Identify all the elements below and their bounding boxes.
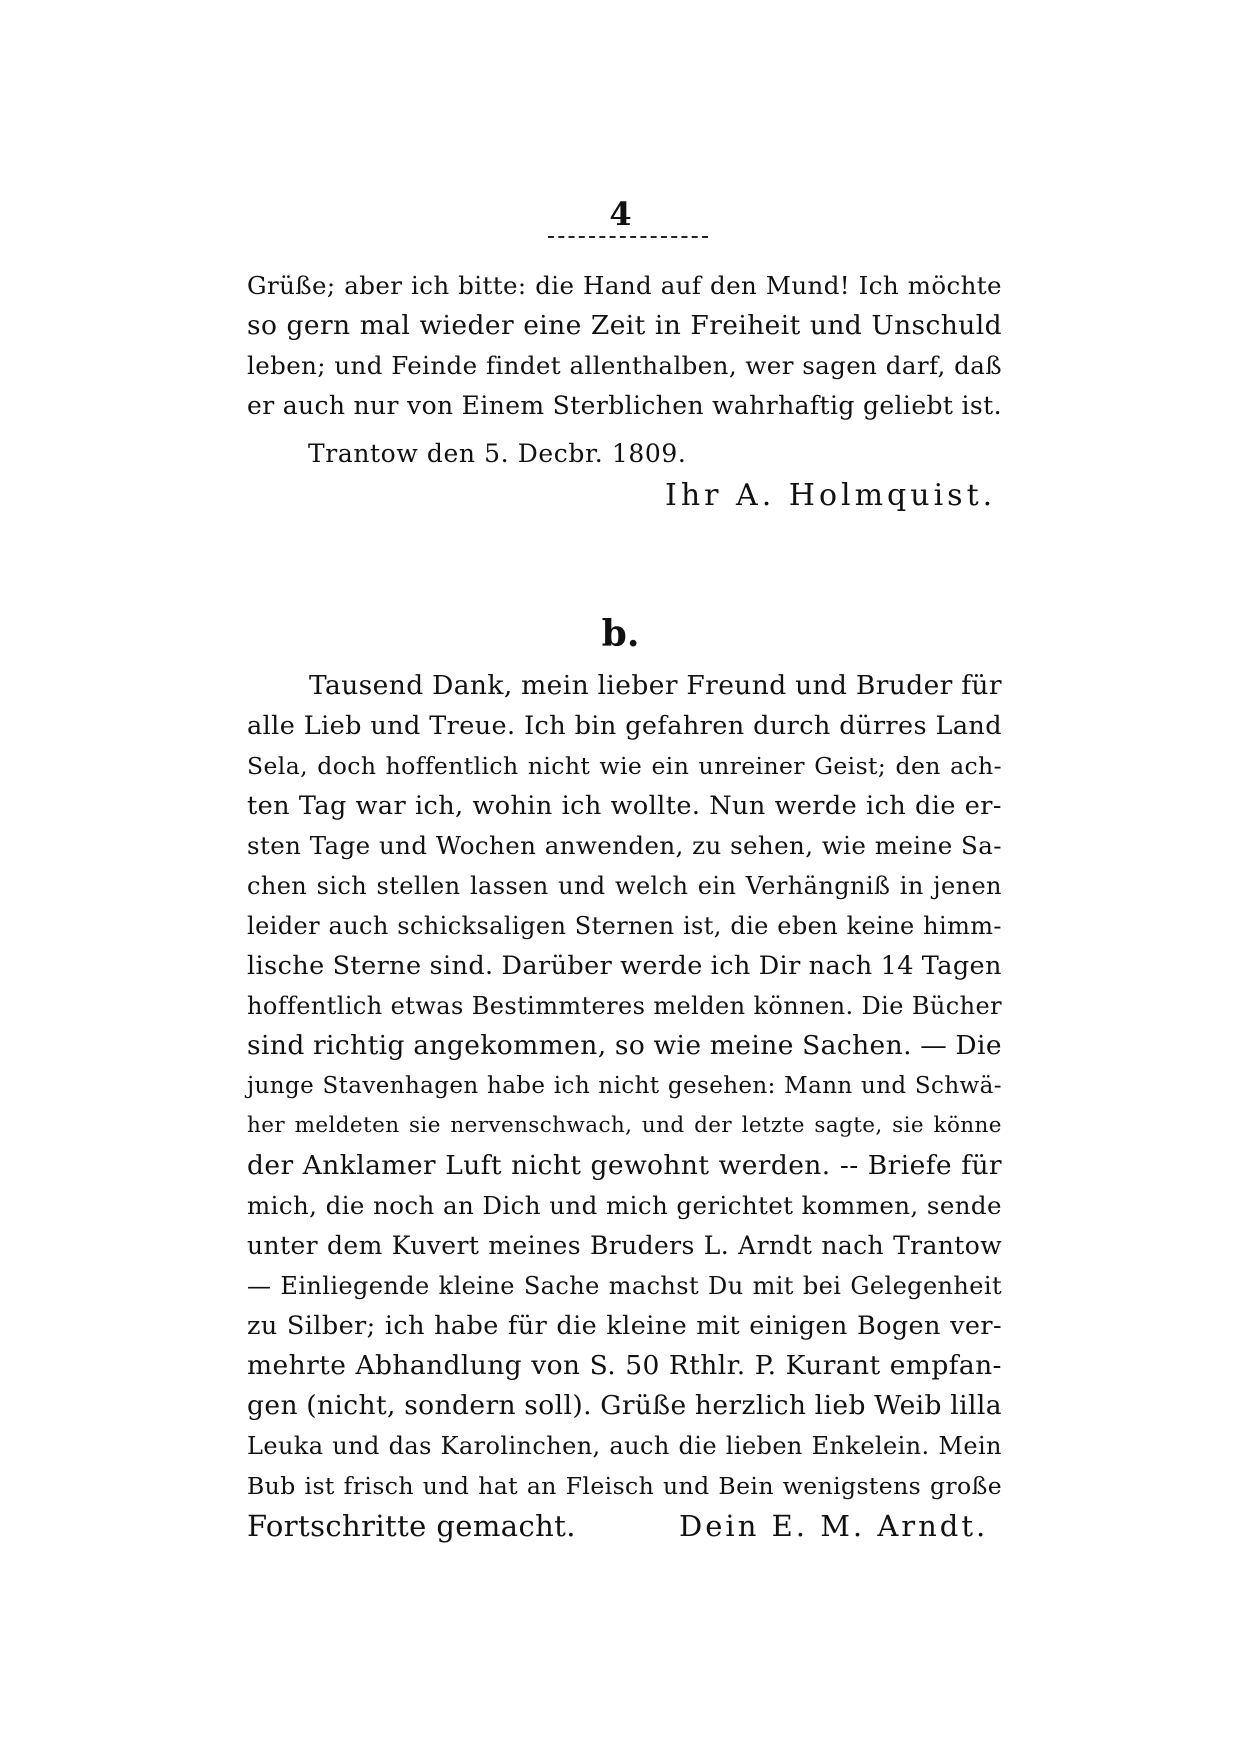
letter-b-signature: Dein E. M. Arndt. <box>679 1509 989 1543</box>
letter-b-line: unter dem Kuvert meines Bruders L. Arndt nach Trantow <box>247 1231 1002 1260</box>
letter-b-line: Bub ist frisch und hat an Fleisch und Bein wenigstens große <box>247 1472 1002 1500</box>
letter-a-line: so gern mal wieder eine Zeit in Freiheit und Unschuld <box>247 310 1002 341</box>
letter-a-place-date: Trantow den 5. Decbr. 1809. <box>308 439 687 468</box>
letter-a-line: leben; und Feinde findet allenthalben, wer sagen darf, daß <box>247 351 1002 380</box>
letter-b-line: alle Lieb und Treue. Ich bin gefahren durch dürres Land <box>247 711 1002 741</box>
letter-b-line: Sela, doch hoffentlich nicht wie ein unreiner Geist; den ach- <box>247 752 1002 780</box>
letter-b-closing <box>247 1506 1002 1546</box>
letter-b-line: lische Sterne sind. Darüber werde ich Dir nach 14 Tagen <box>247 951 1002 981</box>
letter-b-line: sten Tage und Wochen anwenden, zu sehen, wie meine Sa- <box>247 831 1002 860</box>
letter-b-line: der Anklamer Luft nicht gewohnt werden. -- Briefe für <box>247 1150 1002 1181</box>
letter-b-line: junge Stavenhagen habe ich nicht gesehen: Mann und Schwä- <box>247 1073 1002 1099</box>
letter-b-line: chen sich stellen lassen und welch ein Verhängniß in jenen <box>247 872 1002 900</box>
letter-b-line: her meldeten sie nervenschwach, und der letzte sagte, sie könne <box>247 1113 1002 1138</box>
letter-b-last-line: Fortschritte gemacht. <box>247 1509 576 1543</box>
letter-b-line: — Einliegende kleine Sache machst Du mit bei Gelegenheit <box>247 1272 1002 1300</box>
letter-a-body <box>247 266 1002 426</box>
letter-b-line: leider auch schicksaligen Sternen ist, die eben keine himm- <box>247 912 1002 940</box>
letter-b-line: mehrte Abhandlung von S. 50 Rthlr. P. Kurant empfan- <box>247 1350 1002 1381</box>
letter-b-line: hoffentlich etwas Bestimmteres melden können. Die Bücher <box>247 992 1002 1020</box>
letter-b-line: ten Tag war ich, wohin ich wollte. Nun werde ich die er- <box>247 791 1002 821</box>
letter-b-line: sind richtig angekommen, so wie meine Sachen. — Die <box>247 1030 1002 1061</box>
section-heading-b: b. <box>601 613 640 655</box>
letter-a-signature: Ihr A. Holmquist. <box>665 478 997 513</box>
page-number: 4 <box>609 195 632 233</box>
letter-b-line: Tausend Dank, mein lieber Freund und Bruder für <box>309 670 1002 701</box>
header-rule <box>548 236 708 238</box>
letter-a-line: er auch nur von Einem Sterblichen wahrhaftig geliebt ist. <box>247 391 1002 420</box>
letter-b-line: Leuka und das Karolinchen, auch die lieben Enkelein. Mein <box>247 1432 1002 1460</box>
letter-b-line: zu Silber; ich habe für die kleine mit einigen Bogen ver- <box>247 1311 1002 1341</box>
letter-b-line: gen (nicht, sondern soll). Grüße herzlich lieb Weib lilla <box>247 1390 1002 1421</box>
letter-b-line: mich, die noch an Dich und mich gerichtet kommen, sende <box>247 1191 1002 1220</box>
letter-b-body <box>247 666 1002 1506</box>
letter-a-line: Grüße; aber ich bitte: die Hand auf den Mund! Ich möchte <box>247 271 1002 300</box>
